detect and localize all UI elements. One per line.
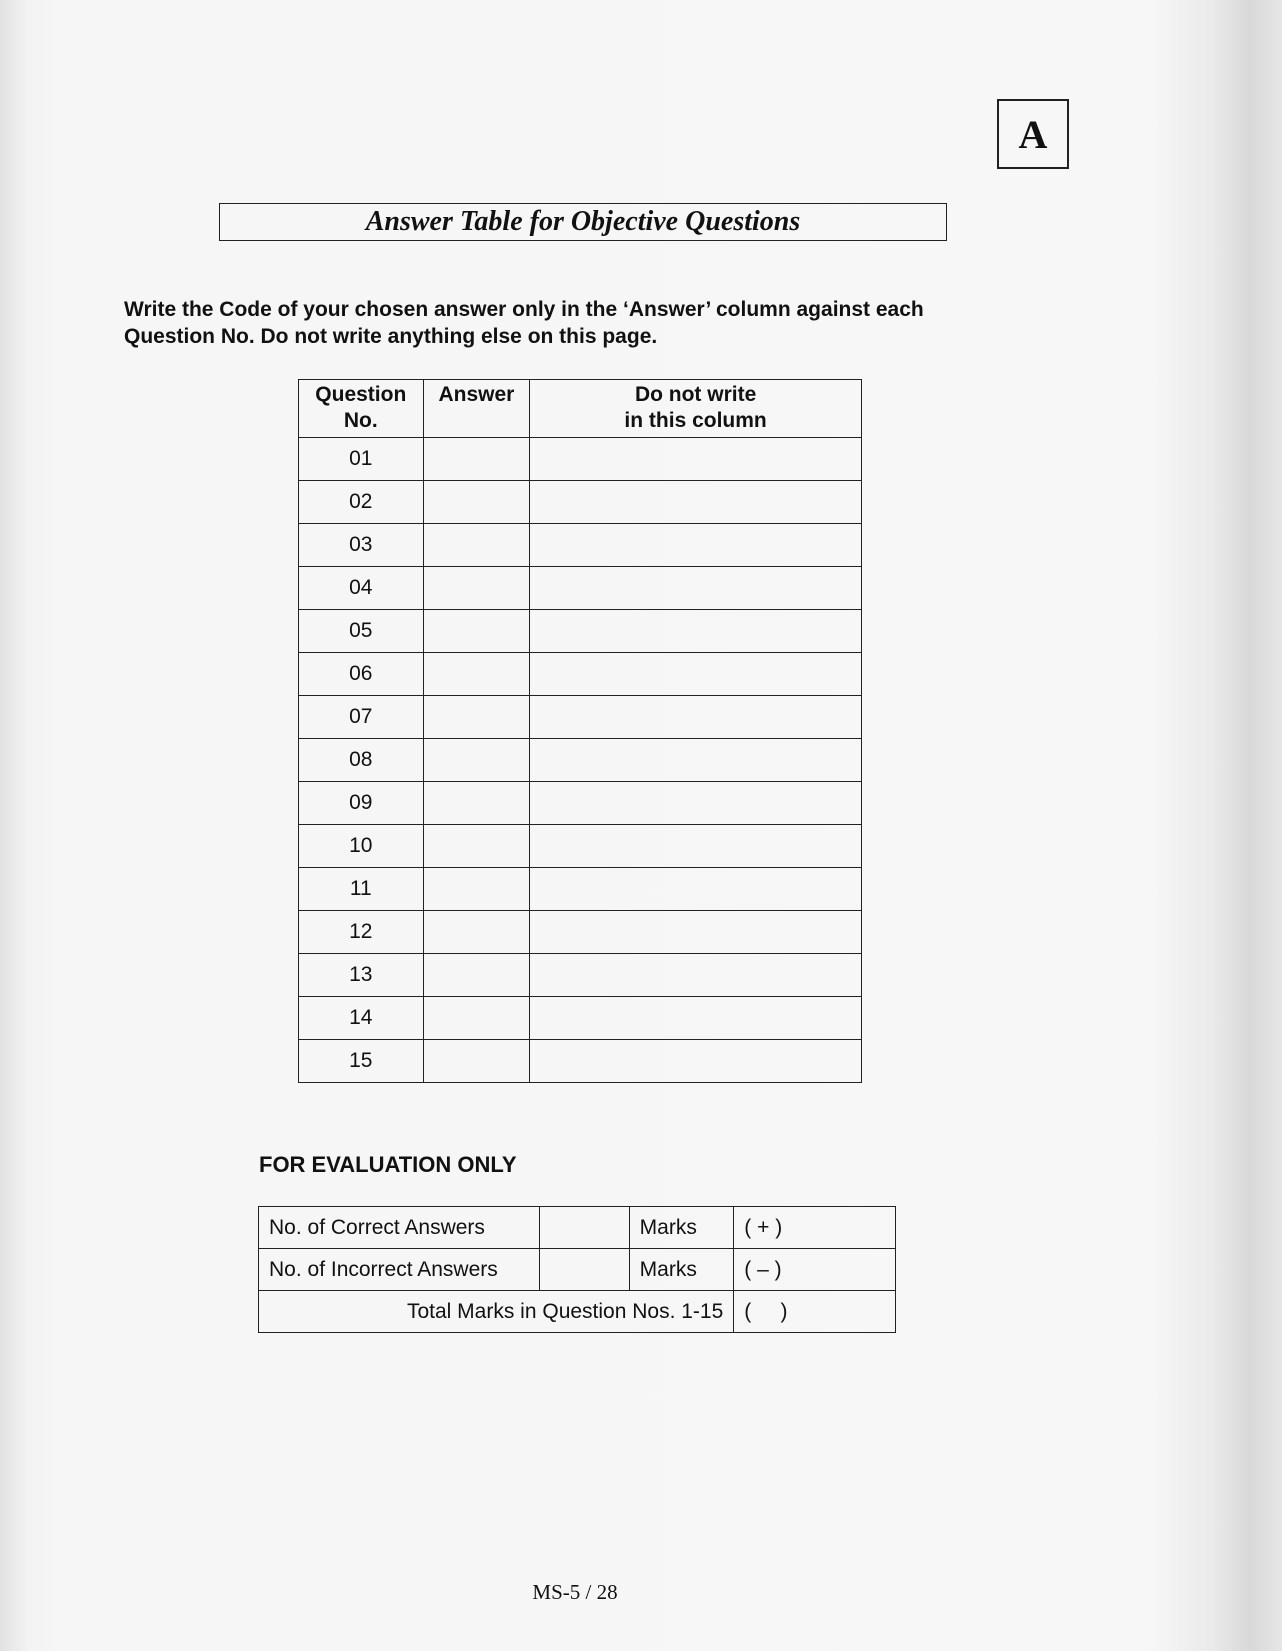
answer-cell[interactable]: [423, 954, 530, 997]
examiner-cell: [530, 481, 862, 524]
table-row: [299, 868, 862, 911]
marks-label: Marks: [629, 1249, 734, 1291]
answer-cell[interactable]: [423, 1040, 530, 1083]
answer-cell[interactable]: [423, 653, 530, 696]
table-row: [299, 567, 862, 610]
examiner-cell: [530, 782, 862, 825]
header-question-line1: Question: [315, 383, 407, 406]
correct-answers-row: [259, 1207, 896, 1249]
answer-cell[interactable]: [423, 481, 530, 524]
instructions-line-2: Question No. Do not write anything else on this page.: [124, 325, 658, 348]
examiner-cell: [530, 997, 862, 1040]
header-notwrite-line1: Do not write: [634, 383, 757, 406]
question-number: 09: [299, 782, 424, 825]
answer-cell[interactable]: [423, 524, 530, 567]
header-question-no: [299, 380, 424, 438]
instructions-line-1: Write the Code of your chosen answer only in the ‘Answer’ column against each: [124, 298, 924, 321]
answer-cell[interactable]: [423, 782, 530, 825]
table-row: [299, 610, 862, 653]
table-row: [299, 653, 862, 696]
question-number: 07: [299, 696, 424, 739]
total-marks-label: Total Marks in Question Nos. 1-15: [259, 1291, 734, 1333]
examiner-cell: [530, 911, 862, 954]
evaluation-table: [258, 1206, 896, 1333]
correct-answers-label: No. of Correct Answers: [259, 1207, 540, 1249]
examiner-cell: [530, 868, 862, 911]
question-number: 01: [299, 438, 424, 481]
total-marks-row: [259, 1291, 896, 1333]
examiner-cell: [530, 610, 862, 653]
table-row: [299, 739, 862, 782]
question-number: 08: [299, 739, 424, 782]
answer-cell[interactable]: [423, 997, 530, 1040]
marks-label: Marks: [629, 1207, 734, 1249]
question-number: 03: [299, 524, 424, 567]
minus-marks: ( – ): [734, 1249, 896, 1291]
table-row: [299, 997, 862, 1040]
header-notwrite-line2: in this column: [624, 409, 767, 432]
incorrect-answers-row: [259, 1249, 896, 1291]
page-title: Answer Table for Objective Questions: [219, 203, 947, 241]
table-row: [299, 954, 862, 997]
answer-cell[interactable]: [423, 739, 530, 782]
examiner-cell: [530, 696, 862, 739]
table-row: [299, 911, 862, 954]
table-row: [299, 782, 862, 825]
answer-cell[interactable]: [423, 911, 530, 954]
examiner-cell: [530, 1040, 862, 1083]
incorrect-answers-label: No. of Incorrect Answers: [259, 1249, 540, 1291]
examiner-cell: [530, 567, 862, 610]
evaluation-heading: FOR EVALUATION ONLY: [259, 1152, 517, 1177]
examiner-cell: [530, 954, 862, 997]
answer-cell[interactable]: [423, 825, 530, 868]
total-marks-value: ( ): [734, 1291, 896, 1333]
question-number: 10: [299, 825, 424, 868]
header-do-not-write: [530, 380, 862, 438]
incorrect-answers-count[interactable]: [539, 1249, 629, 1291]
examiner-cell: [530, 653, 862, 696]
table-row: [299, 438, 862, 481]
question-number: 02: [299, 481, 424, 524]
table-row: [299, 524, 862, 567]
table-row: [299, 1040, 862, 1083]
answer-cell[interactable]: [423, 696, 530, 739]
question-number: 14: [299, 997, 424, 1040]
table-row: [299, 696, 862, 739]
answer-table-header: [299, 380, 862, 438]
answer-cell[interactable]: [423, 567, 530, 610]
examiner-cell: [530, 739, 862, 782]
instructions: [124, 296, 1044, 350]
question-number: 05: [299, 610, 424, 653]
question-number: 04: [299, 567, 424, 610]
examiner-cell: [530, 438, 862, 481]
answer-table: [298, 379, 862, 1083]
question-number: 11: [299, 868, 424, 911]
question-number: 15: [299, 1040, 424, 1083]
version-code-box: A: [997, 99, 1069, 169]
table-row: [299, 825, 862, 868]
examiner-cell: [530, 825, 862, 868]
correct-answers-count[interactable]: [539, 1207, 629, 1249]
plus-marks: ( + ): [734, 1207, 896, 1249]
question-number: 13: [299, 954, 424, 997]
answer-cell[interactable]: [423, 438, 530, 481]
page-footer: MS-5 / 28: [532, 1580, 618, 1604]
table-row: [299, 481, 862, 524]
question-number: 06: [299, 653, 424, 696]
examiner-cell: [530, 524, 862, 567]
question-number: 12: [299, 911, 424, 954]
header-question-line2: No.: [343, 409, 378, 432]
answer-cell[interactable]: [423, 868, 530, 911]
answer-cell[interactable]: [423, 610, 530, 653]
header-answer: Answer: [423, 380, 530, 438]
